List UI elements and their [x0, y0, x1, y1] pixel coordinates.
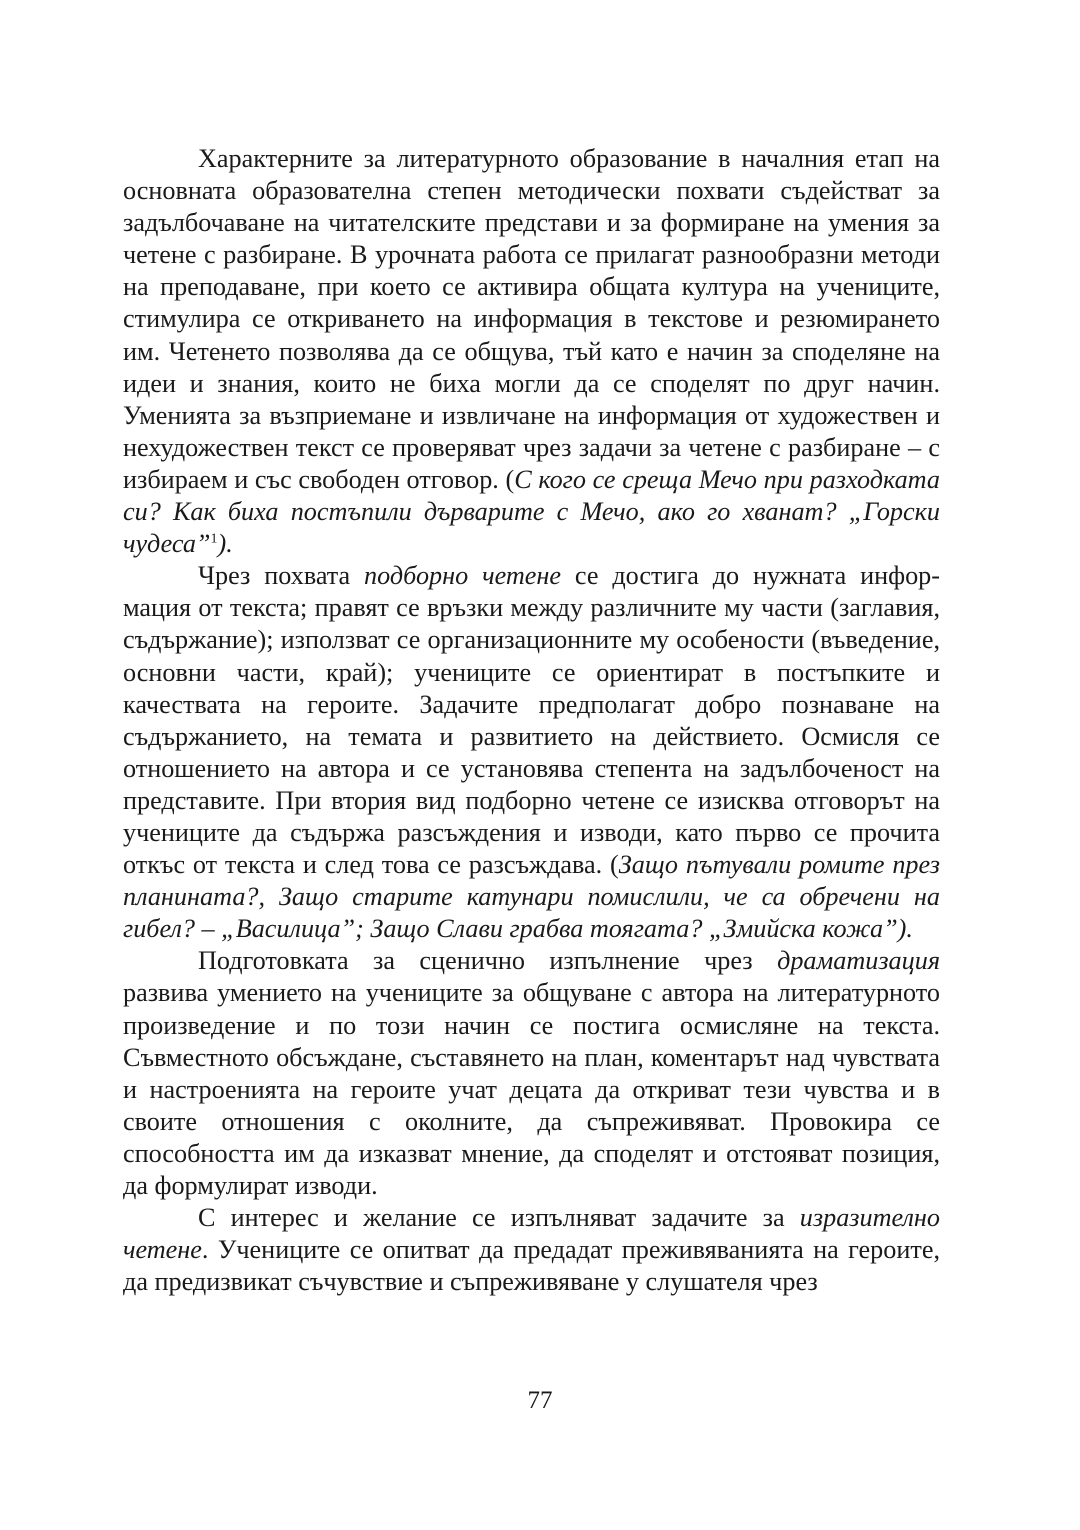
paragraph-2-text: се достига до нужната информация от текста; правят се връзки между различните му части (заглавия, съдържание); използват се организационните му особености (въведение, основни части, край); учениците се ориентират в постъпките и качествата на героите. Задачите предполагат добро познаване на съдържанието, на темата и развитието на действието. Осмисля се отношението на автора и се установява степента на задълбоченост на представите. При втория вид подборно четене се изисква отговорът на учениците да съдържа разсъждения и изводи, като първо се прочита откъс от текста и след това се разсъждава. ( [123, 561, 940, 880]
paragraph-4-text-start: С интерес и желание се изпълняват задачите за [198, 1203, 800, 1233]
page-number: 77 [527, 1387, 553, 1414]
paragraph-1-italic-close: ). [217, 529, 233, 559]
paragraph-4 [123, 1202, 940, 1298]
paragraph-4-text: . Учениците се опитват да предадат преживяванията на героите, да предизвикат съчувствие и съпреживяване у слушателя чрез [123, 1235, 940, 1297]
paragraph-3-text-start: Подготовката за сценично изпълнение чрез [198, 946, 778, 976]
paragraph-3-italic-term: драматизация [777, 946, 940, 976]
paragraph-2-italic-term: подборно четене [364, 561, 562, 591]
page-body [123, 143, 940, 1298]
paragraph-1 [123, 143, 940, 560]
paragraph-1-text: Характерните за литературното образование в началния етап на основната образователна степен методически похвати съдействат за задълбочаване на читателските представи и за формиране на умения за четене с разбиране. В урочната работа се прилагат разнообразни методи на преподаване, при което се активира общата култура на учениците, стимулира се откриването на информация в текстове и резюмирането им. Четенето позволява да се общува, тъй като е начин за споделяне на идеи и знания, които не биха могли да се споделят по друг начин. Уменията за възприемане и извличане на информация от художествен и нехудожествен текст се проверяват чрез задачи за четене с разбиране – с избираем и със свободен отговор. ( [123, 144, 940, 494]
footnote-reference: 1 [210, 531, 218, 547]
paragraph-2 [123, 560, 940, 945]
paragraph-2-text-start: Чрез похвата [198, 561, 365, 591]
paragraph-3 [123, 945, 940, 1202]
paragraph-3-text: развива умението на учениците за общуване с автора на литературното произведение и по този начин се постига осмисляне на текста. Съвместното обсъждане, съставянето на план, коментарът над чувствата и настроенията на героите учат децата да откриват тези чувства и в своите отношения с околните, да съпреживяват. Провокира се способността им да изказват мнение, да споделят и отстояват позиция, да формулират изводи. [123, 978, 940, 1200]
paragraph-1-italic-question: С кого се среща Мечо при разходката си? Как биха постъпили дърварите с Мечо, ако го хванат? „Горски чудеса” [123, 464, 940, 559]
paragraph-2-italic-questions: Защо пътували ромите през планината?, Защо старите катунари помислили, че са обречени на гибел? – „Василица”; Защо Слави грабва тоягата? „Змийска кожа”). [123, 850, 940, 944]
paragraph-4-italic-term: изразително четене [123, 1203, 940, 1265]
